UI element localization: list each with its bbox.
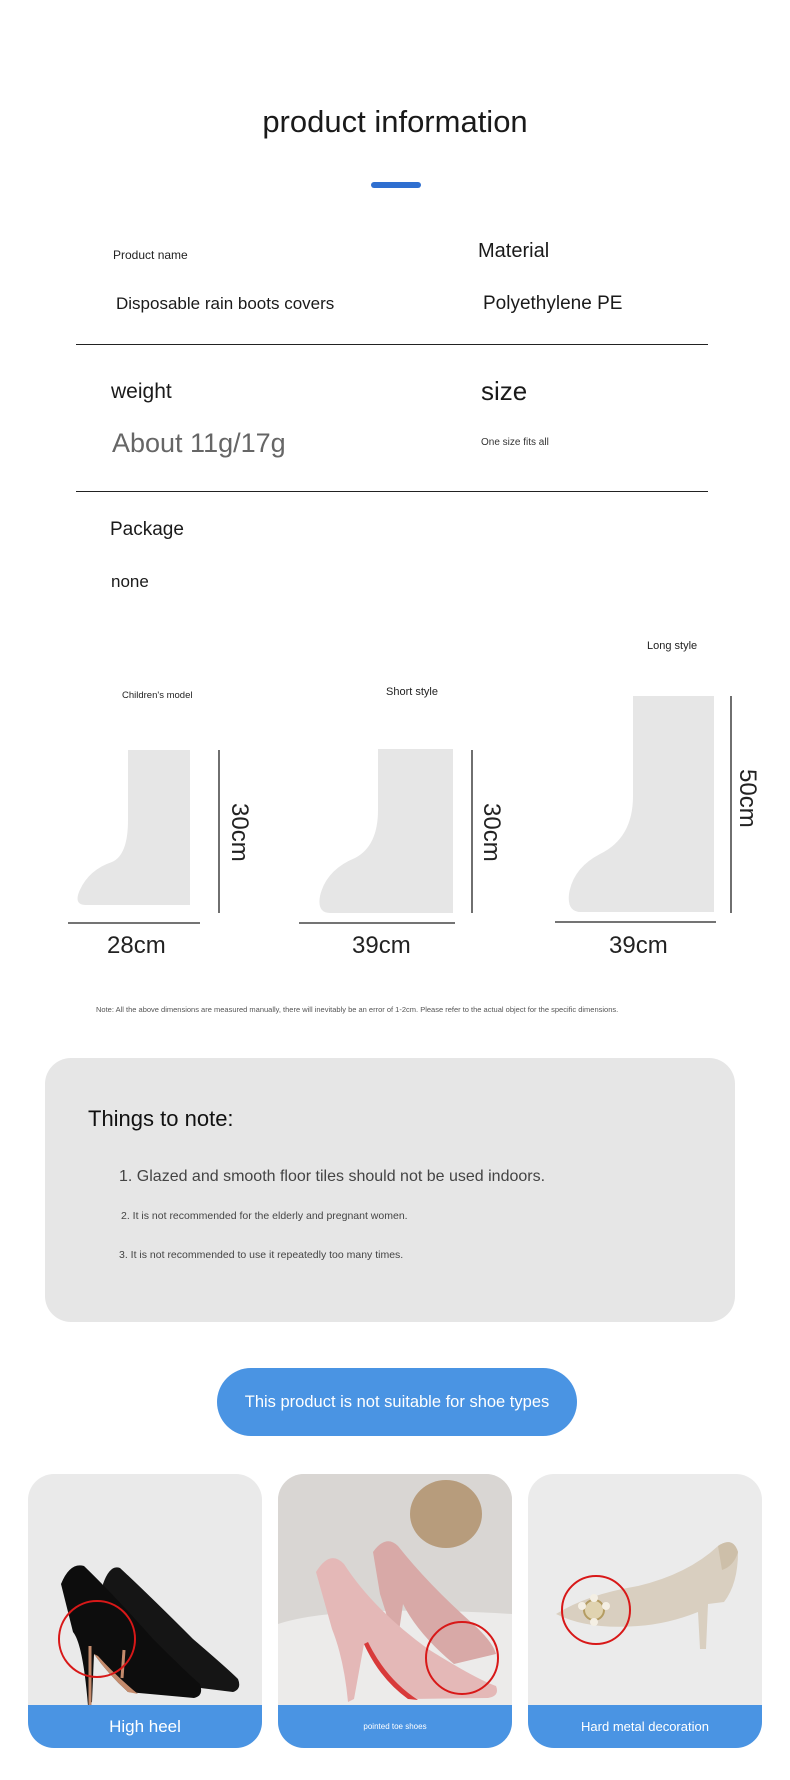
shoe-card-pointed-toe xyxy=(278,1474,512,1748)
measurement-note: Note: All the above dimensions are measured manually, there will inevitably be an error of 1-2cm. Please refer to the actual object for the specific dimensions. xyxy=(96,1005,619,1014)
boot-shape-short xyxy=(319,749,453,913)
height-label: 30cm xyxy=(478,803,505,862)
material-value: Polyethylene PE xyxy=(483,293,623,314)
model-caption: Long style xyxy=(647,640,698,652)
size-value: One size fits all xyxy=(481,437,549,448)
product-name-label: Product name xyxy=(113,248,188,262)
divider xyxy=(76,491,708,492)
height-label: 30cm xyxy=(226,803,253,862)
package-value: none xyxy=(111,572,149,591)
weight-value: About 11g/17g xyxy=(112,428,286,458)
width-label: 28cm xyxy=(107,932,166,959)
product-name-value: Disposable rain boots covers xyxy=(116,294,335,313)
shoe-label: Hard metal decoration xyxy=(528,1705,762,1748)
material-label: Material xyxy=(478,240,550,262)
height-label: 50cm xyxy=(734,769,761,828)
shoe-card-high-heel xyxy=(28,1474,262,1748)
boot-shape-long xyxy=(569,696,714,912)
page-title: product information xyxy=(262,104,528,139)
width-label: 39cm xyxy=(352,932,411,959)
size-label: size xyxy=(481,376,528,406)
note-item: 1. Glazed and smooth floor tiles should not be used indoors. xyxy=(119,1168,546,1185)
unsuitable-banner: This product is not suitable for shoe types xyxy=(217,1368,577,1436)
model-caption: Children's model xyxy=(122,690,193,701)
shoe-label: pointed toe shoes xyxy=(278,1705,512,1748)
divider xyxy=(76,344,708,345)
model-caption: Short style xyxy=(386,686,438,698)
shoe-label: High heel xyxy=(28,1705,262,1748)
shoe-card-metal-decoration xyxy=(528,1474,762,1748)
notes-title: Things to note: xyxy=(88,1106,234,1131)
weight-label: weight xyxy=(111,380,172,403)
note-item: 3. It is not recommended to use it repeatedly too many times. xyxy=(119,1249,404,1261)
title-underline xyxy=(371,182,421,188)
boot-diagrams xyxy=(0,600,790,960)
package-label: Package xyxy=(110,519,184,540)
boot-shape-children xyxy=(78,750,190,905)
notes-card xyxy=(45,1058,735,1322)
note-item: 2. It is not recommended for the elderly and pregnant women. xyxy=(121,1210,408,1222)
width-label: 39cm xyxy=(609,932,668,959)
